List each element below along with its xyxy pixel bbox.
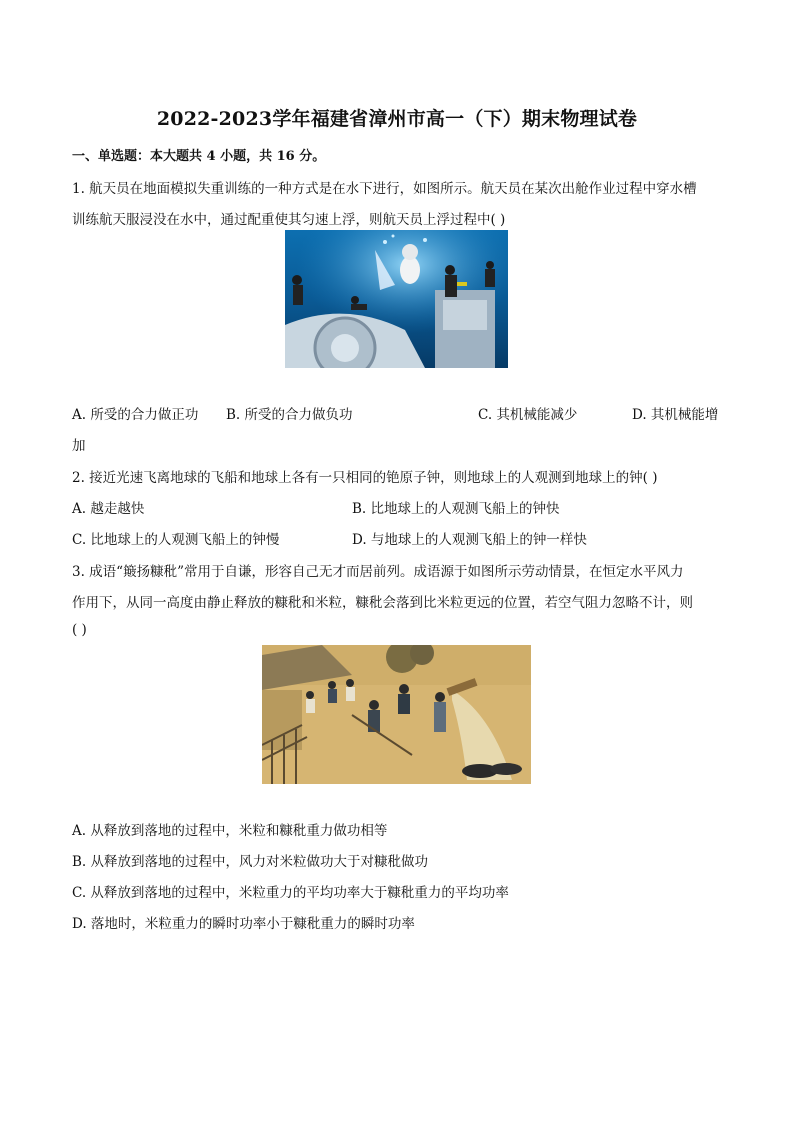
question-1-text-line-2: 训练航天服浸没在水中，通过配重使其匀速上浮，则航天员上浮过程中( ) [72,212,506,228]
question-3-option-a: A. 从释放到落地的过程中，米粒和糠秕重力做功相等 [72,823,388,839]
question-1-text-line-1: 1. 航天员在地面模拟失重训练的一种方式是在水下进行，如图所示。航天员在某次出舱作业过程中穿水槽 [72,181,697,197]
question-2-option-a: A. 越走越快 [72,501,145,517]
question-3-winnowing-painting-image [262,645,531,784]
question-1-option-c: C. 其机械能减少 [478,407,578,423]
question-3-option-d: D. 落地时，米粒重力的瞬时功率小于糠秕重力的瞬时功率 [72,916,415,932]
question-3-option-c: C. 从释放到落地的过程中，米粒重力的平均功率大于糠秕重力的平均功率 [72,885,509,901]
question-1-option-d-continued: 加 [72,438,86,454]
question-2-option-b: B. 比地球上的人观测飞船上的钟快 [352,501,560,517]
question-3-text-line-1: 3. 成语“簸扬糠秕”常用于自谦，形容自己无才而居前列。成语源于如图所示劳动情景，在恒定水平风力 [72,564,684,580]
question-2-text: 2. 接近光速飞离地球的飞船和地球上各有一只相同的铯原子钟，则地球上的人观测到地球上的钟( ) [72,470,658,486]
question-3-option-b: B. 从释放到落地的过程中，风力对米粒做功大于对糠秕做功 [72,854,429,870]
section-heading: 一、单选题：本大题共 4 小题，共 16 分。 [72,149,326,164]
question-1-underwater-training-image [285,230,508,368]
question-1-option-d: D. 其机械能增 [632,407,719,423]
question-1-option-b: B. 所受的合力做负功 [226,407,353,423]
question-3-text-line-3: ( ) [72,622,87,638]
question-1-option-a: A. 所受的合力做正功 [72,407,199,423]
question-3-text-line-2: 作用下，从同一高度由静止释放的糠秕和米粒，糠秕会落到比米粒更远的位置，若空气阻力忽略不计，则 [72,595,693,611]
question-2-option-d: D. 与地球上的人观测飞船上的钟一样快 [352,532,587,548]
page-title: 2022-2023学年福建省漳州市高一（下）期末物理试卷 [156,108,638,130]
question-2-option-c: C. 比地球上的人观测飞船上的钟慢 [72,532,280,548]
